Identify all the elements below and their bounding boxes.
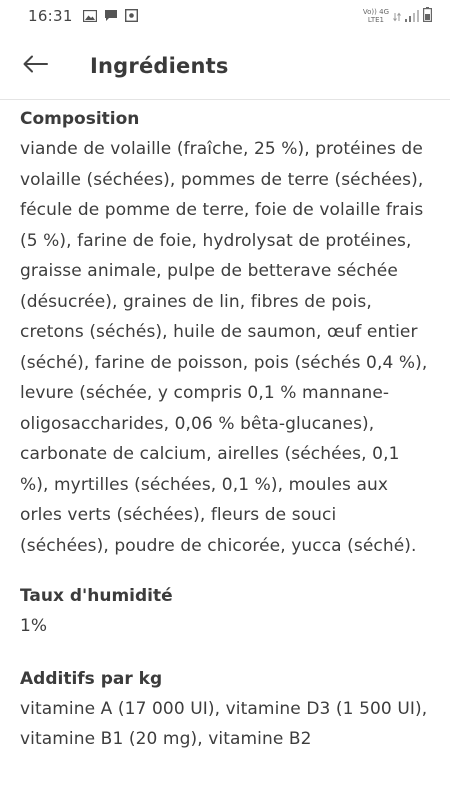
additives-title: Additifs par kg (20, 668, 163, 689)
signal-icon (405, 7, 419, 26)
app-bar (0, 32, 450, 100)
moisture-title: Taux d'humidité (20, 586, 173, 606)
message-icon (104, 7, 118, 26)
status-right (363, 7, 432, 26)
notification-icons (83, 7, 138, 26)
network-label (363, 8, 389, 24)
network-label-bottom: LTE1 (367, 16, 384, 24)
composition-title: Composition (20, 109, 140, 129)
back-button[interactable] (0, 32, 90, 100)
image-icon (83, 7, 97, 26)
moisture-value: 1% (20, 616, 48, 636)
battery-icon (423, 7, 432, 26)
calendar-icon (125, 7, 138, 26)
page-title: Ingrédients (90, 53, 229, 78)
status-time: 16:31 (28, 7, 73, 25)
composition-text: viande de volaille (fraîche, 25 %), protéines de volaille (séchées), pommes de terre (séchées), fécule de pomme de terre, foie de volaille frais (5 %), farine de foie, hydrolysat de protéines, graisse animale, pulpe de betterave séchée (désucrée), graines de lin, fibres de pois, cretons (séchés), huile de saumon, œuf entier (séché), farine de poisson, pois (séchés 0,4 %), levure (séchée, y compris 0,1 % mannane-oligosaccharides, 0,06 % bêta-glucanes), carbonate de calcium, airelles (séchées, 0,1 %), myrtilles (séchées, 0,1 %), moules aux orles verts (séchées), fleurs de souci (séchées), poudre de chicorée, yucca (séché). (20, 139, 428, 556)
arrow-left-icon (22, 55, 48, 77)
additives-text: vitamine A (17 000 UI), vitamine D3 (1 500 UI), vitamine B1 (20 mg), vitamine B2 (20, 698, 428, 749)
data-arrows-icon (393, 7, 401, 26)
network-label-top: Vo)) 4G (362, 8, 389, 16)
ingredients-content (20, 104, 430, 755)
status-bar (0, 0, 450, 32)
